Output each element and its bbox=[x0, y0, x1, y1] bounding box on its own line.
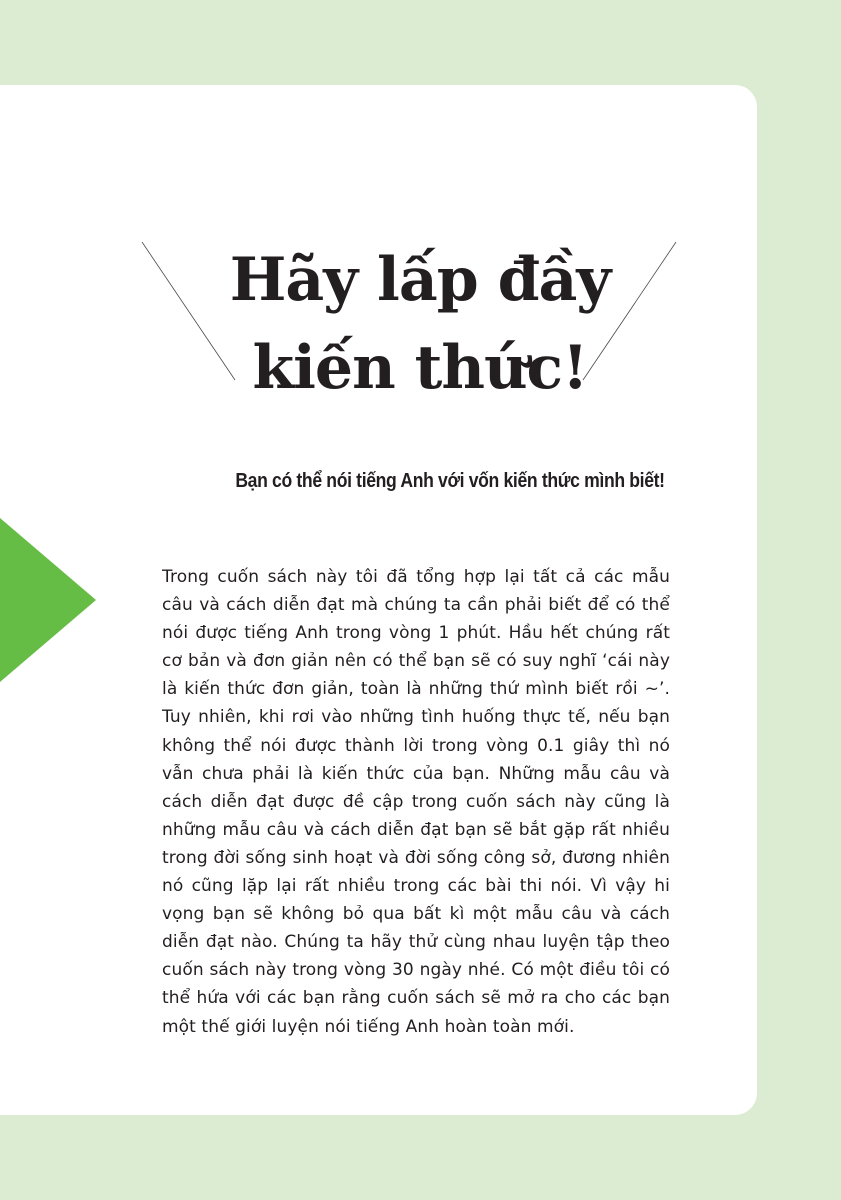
title-line-2: kiến thức! bbox=[252, 333, 588, 403]
body-paragraph: Trong cuốn sách này tôi đã tổng hợp lại tất cả các mẫu câu và cách diễn đạt mà chúng ta cần phải biết để có thể nói được tiếng Anh trong vòng 1 phút. Hầu hết chúng rất cơ bản và đơn giản nên có thể bạn sẽ có suy nghĩ ‘cái này là kiến thức đơn giản, toàn là những thứ mình biết rồi ~’. Tuy nhiên, khi rơi vào những tình huống thực tế, nếu bạn không thể nói được thành lời trong vòng 0.1 giây thì nó vẫn chưa phải là kiến thức của bạn. Những mẫu câu và cách diễn đạt được đề cập trong cuốn sách này cũng là những mẫu câu và cách diễn đạt bạn sẽ bắt gặp rất nhiều trong đời sống sinh hoạt và đời sống công sở, đương nhiên nó cũng lặp lại rất nhiều trong các bài thi nói. Vì vậy hi vọng bạn sẽ không bỏ qua bất kì một mẫu câu và cách diễn đạt nào. Chúng ta hãy thử cùng nhau luyện tập theo cuốn sách này trong vòng 30 ngày nhé. Có một điều tôi có thể hứa với các bạn rằng cuốn sách sẽ mở ra cho các bạn một thế giới luyện nói tiếng Anh hoàn toàn mới. bbox=[162, 567, 670, 1037]
title-line-1: Hãy lấp đầy bbox=[229, 245, 611, 315]
page-title bbox=[130, 236, 710, 412]
subtitle: Bạn có thể nói tiếng Anh với vốn kiến thức mình biết! bbox=[235, 470, 665, 492]
